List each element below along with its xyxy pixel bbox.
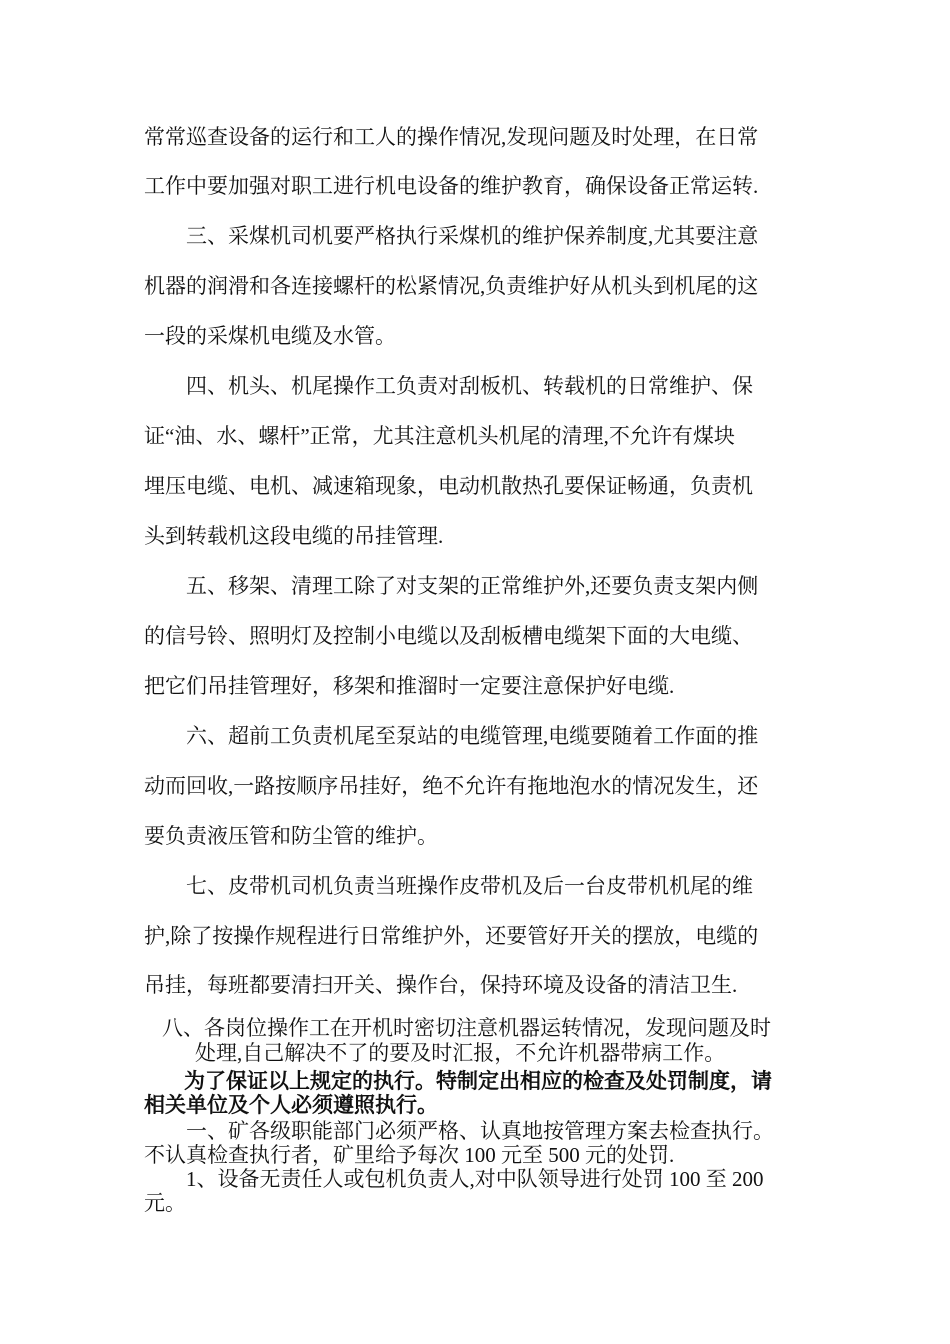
paragraph-line: 吊挂，每班都要清扫开关、操作台，保持环境及设备的清洁卫生. <box>144 973 738 997</box>
paragraph-line: 埋压电缆、电机、减速箱现象，电动机散热孔要保证畅通，负责机 <box>144 474 753 498</box>
paragraph-line: 动而回收,一路按顺序吊挂好，绝不允许有拖地泡水的情况发生，还 <box>144 774 759 798</box>
paragraph-line: 一段的采煤机电缆及水管。 <box>144 324 396 348</box>
paragraph-line: 工作中要加强对职工进行机电设备的维护教育，确保设备正常运转. <box>144 174 759 198</box>
paragraph-line: 八、各岗位操作工在开机时密切注意机器运转情况，发现问题及时 <box>162 1016 771 1040</box>
paragraph-line: 五、移架、清理工除了对支架的正常维护外,还要负责支架内侧 <box>186 574 759 598</box>
bold-heading-line: 为了保证以上规定的执行。特制定出相应的检查及处罚制度，请 <box>184 1069 772 1093</box>
paragraph-line: 常常巡查设备的运行和工人的操作情况,发现问题及时处理，在日常 <box>144 125 759 149</box>
paragraph-line: 护,除了按操作规程进行日常维护外，还要管好开关的摆放，电缆的 <box>144 924 759 948</box>
paragraph-line: 三、采煤机司机要严格执行采煤机的维护保养制度,尤其要注意 <box>186 224 759 248</box>
paragraph-line: 处理,自己解决不了的要及时汇报，不允许机器带病工作。 <box>195 1041 726 1065</box>
paragraph-line: 1、设备无责任人或包机负责人,对中队领导进行处罚 100 至 200 <box>186 1167 764 1191</box>
paragraph-line: 不认真检查执行者，矿里给予每次 100 元至 500 元的处罚. <box>144 1143 675 1167</box>
paragraph-line: 头到转载机这段电缆的吊挂管理. <box>144 524 444 548</box>
paragraph-line: 的信号铃、照明灯及控制小电缆以及刮板槽电缆架下面的大电缆、 <box>144 624 753 648</box>
bold-heading-line: 相关单位及个人必须遵照执行。 <box>144 1093 438 1117</box>
paragraph-line: 六、超前工负责机尾至泵站的电缆管理,电缆要随着工作面的推 <box>186 724 759 748</box>
paragraph-line: 把它们吊挂管理好，移架和推溜时一定要注意保护好电缆. <box>144 674 675 698</box>
paragraph-line: 七、皮带机司机负责当班操作皮带机及后一台皮带机机尾的维 <box>186 874 753 898</box>
paragraph-line: 一、矿各级职能部门必须严格、认真地按管理方案去检查执行。 <box>186 1119 774 1143</box>
paragraph-line: 机器的润滑和各连接螺杆的松紧情况,负责维护好从机头到机尾的这 <box>144 274 759 298</box>
paragraph-line: 证“油、水、螺杆”正常，尤其注意机头机尾的清理,不允许有煤块 <box>144 424 735 448</box>
paragraph-line: 元。 <box>144 1191 186 1215</box>
paragraph-line: 四、机头、机尾操作工负责对刮板机、转载机的日常维护、保 <box>186 374 753 398</box>
paragraph-line: 要负责液压管和防尘管的维护。 <box>144 824 438 848</box>
